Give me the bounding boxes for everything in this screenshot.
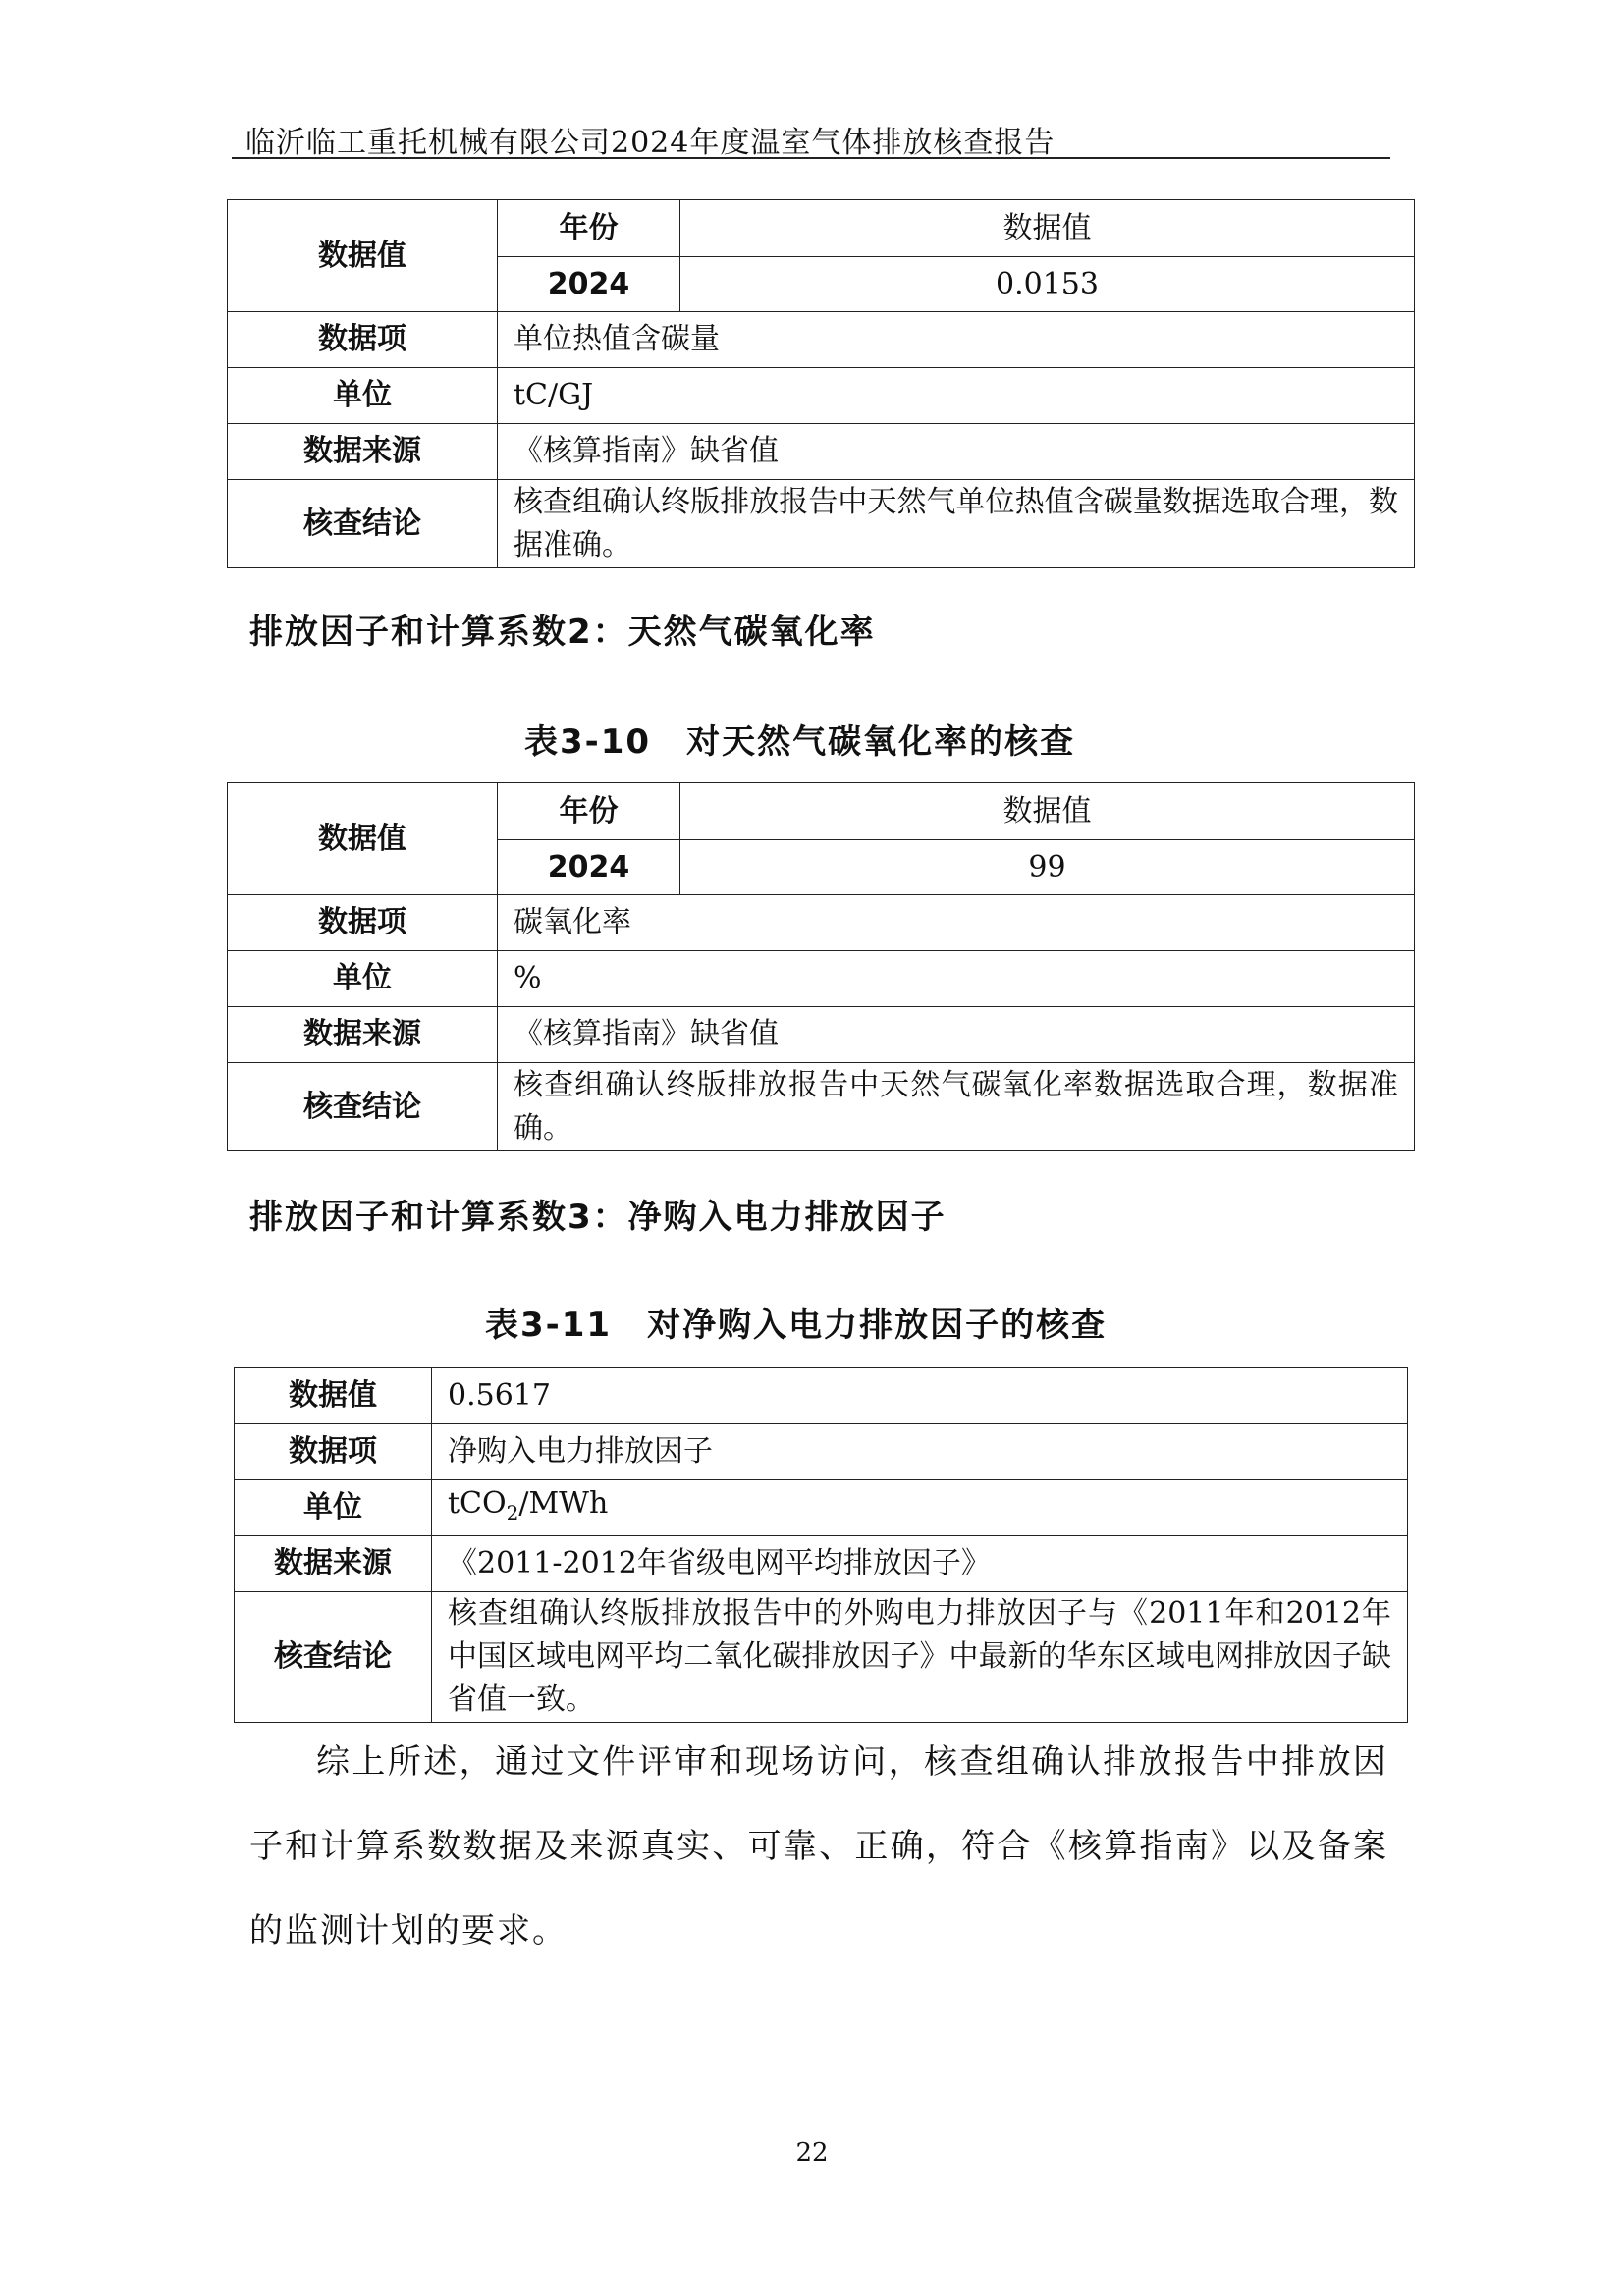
conclusion-cell: 核查组确认终版排放报告中天然气碳氧化率数据选取合理，数据准确。 — [498, 1063, 1415, 1151]
source-label: 数据来源 — [228, 1007, 498, 1063]
year-cell: 2024 — [498, 840, 680, 895]
value-cell: 0.5617 — [432, 1368, 1408, 1424]
source-cell: 《核算指南》缺省值 — [498, 1007, 1415, 1063]
value-header: 数据值 — [680, 783, 1415, 840]
conclusion-label: 核查结论 — [228, 480, 498, 568]
unit-suffix: /MWh — [518, 1485, 609, 1521]
unit-label: 单位 — [228, 951, 498, 1007]
value-cell: 0.0153 — [680, 257, 1415, 312]
source-label: 数据来源 — [235, 1536, 432, 1592]
data-value-label: 数据值 — [235, 1368, 432, 1424]
unit-cell: % — [498, 951, 1415, 1007]
unit-cell — [432, 1480, 1408, 1536]
year-cell: 2024 — [498, 257, 680, 312]
unit-subscript: 2 — [506, 1500, 519, 1524]
year-header: 年份 — [498, 200, 680, 257]
conclusion-label: 核查结论 — [235, 1592, 432, 1723]
item-cell: 净购入电力排放因子 — [432, 1424, 1408, 1480]
value-header: 数据值 — [680, 200, 1415, 257]
item-cell: 单位热值含碳量 — [498, 312, 1415, 368]
unit-label: 单位 — [228, 368, 498, 424]
item-cell: 碳氧化率 — [498, 895, 1415, 951]
source-cell: 《核算指南》缺省值 — [498, 424, 1415, 480]
source-cell: 《2011-2012年省级电网平均排放因子》 — [432, 1536, 1408, 1592]
summary-paragraph: 综上所述，通过文件评审和现场访问，核查组确认排放报告中排放因子和计算系数数据及来源真实、可靠、正确，符合《核算指南》以及备案的监测计划的要求。 — [249, 1742, 1388, 1950]
table-caption-3-11: 表3-11 对净购入电力排放因子的核查 — [485, 1306, 1108, 1345]
unit-prefix: tCO — [448, 1485, 507, 1521]
item-label: 数据项 — [228, 895, 498, 951]
section-heading-2: 排放因子和计算系数2：天然气碳氧化率 — [249, 613, 876, 652]
conclusion-label: 核查结论 — [228, 1063, 498, 1151]
item-label: 数据项 — [228, 312, 498, 368]
header-title: 临沂临工重托机械有限公司2024年度温室气体排放核查报告 — [245, 126, 1056, 160]
conclusion-cell: 核查组确认终版排放报告中的外购电力排放因子与《2011年和2012年中国区域电网平均二氧化碳排放因子》中最新的华东区域电网排放因子缺省值一致。 — [432, 1592, 1408, 1723]
table-oxidation-rate — [227, 782, 1415, 1151]
data-value-label: 数据值 — [228, 783, 498, 895]
item-label: 数据项 — [235, 1424, 432, 1480]
page-number: 22 — [795, 2138, 829, 2167]
unit-label: 单位 — [235, 1480, 432, 1536]
section-heading-3: 排放因子和计算系数3：净购入电力排放因子 — [249, 1198, 947, 1237]
table-electricity-factor — [234, 1367, 1408, 1723]
conclusion-cell: 核查组确认终版排放报告中天然气单位热值含碳量数据选取合理，数据准确。 — [498, 480, 1415, 568]
value-cell: 99 — [680, 840, 1415, 895]
unit-cell: tC/GJ — [498, 368, 1415, 424]
year-header: 年份 — [498, 783, 680, 840]
table-carbon-content — [227, 199, 1415, 568]
table-caption-3-10: 表3-10 对天然气碳氧化率的核查 — [524, 722, 1076, 762]
data-value-label: 数据值 — [228, 200, 498, 312]
header-rule — [232, 157, 1390, 159]
source-label: 数据来源 — [228, 424, 498, 480]
